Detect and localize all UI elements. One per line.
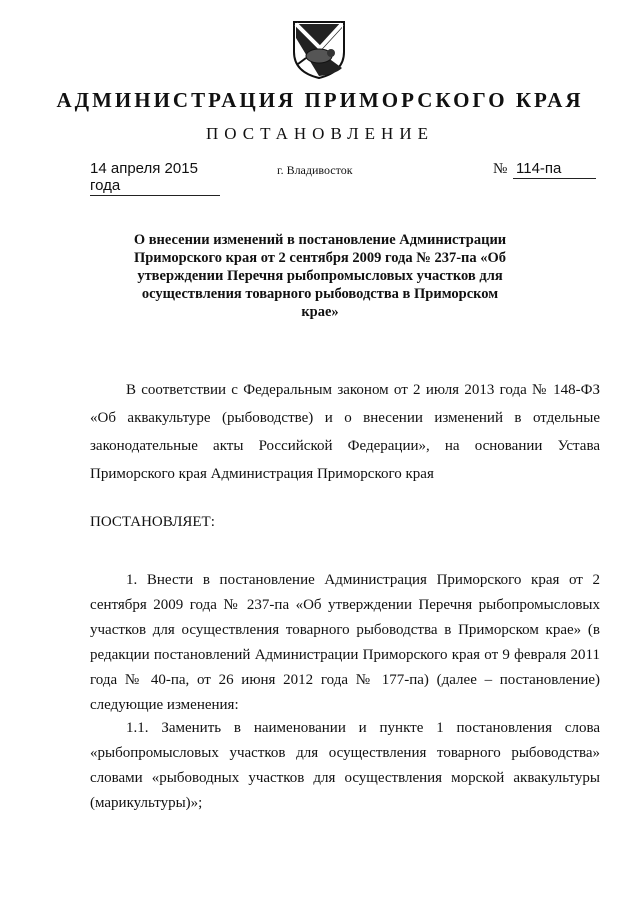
document-city: г. Владивосток xyxy=(277,163,353,177)
document-number: 114-па xyxy=(513,160,596,179)
decree-heading: ПОСТАНОВЛЯЕТ: xyxy=(90,514,215,530)
organization-title: АДМИНИСТРАЦИЯ ПРИМОРСКОГО КРАЯ xyxy=(56,88,584,112)
document-date: 14 апреля 2015 года xyxy=(90,160,220,196)
document-type: ПОСТАНОВЛЕНИЕ xyxy=(205,124,434,143)
clause-1-1-paragraph: 1.1. Заменить в наименовании и пункте 1 постановления слова «рыбопромысловых участков для осуществления товарного рыбоводства» словами «рыбоводных участков для осуществления морской аквакультуры (марикультуры)»; xyxy=(90,720,600,811)
document-number-label: № xyxy=(493,161,508,177)
clause-1-paragraph: 1. Внести в постановление Администрация Приморского края от 2 сентября 2009 года № 237-па «Об утверждении Перечня рыбопромысловых участков для осуществления товарного рыбоводства в Приморском крае» (в редакции постановлений Администрации Приморского края от 9 февраля 2011 года № 40-па, от 26 июня 2012 года № 177-па) (далее – постановление) следующие изменения: xyxy=(90,572,600,713)
document-subject: О внесении изменений в постановление Администрации Приморского края от 2 сентября 2009 года № 237-па «Об утверждении Перечня рыбопромысловых участков для осуществления товарного рыбоводства в Приморском крае» xyxy=(133,232,507,320)
emblem-icon xyxy=(290,18,348,80)
preamble-paragraph: В соответствии с Федеральным законом от 2 июля 2013 года № 148-ФЗ «Об аквакультуре (рыбоводстве) и о внесении изменений в отдельные законодательные акты Российской Федерации», на основании Устава Приморского края Администрация Приморского края xyxy=(90,382,600,482)
